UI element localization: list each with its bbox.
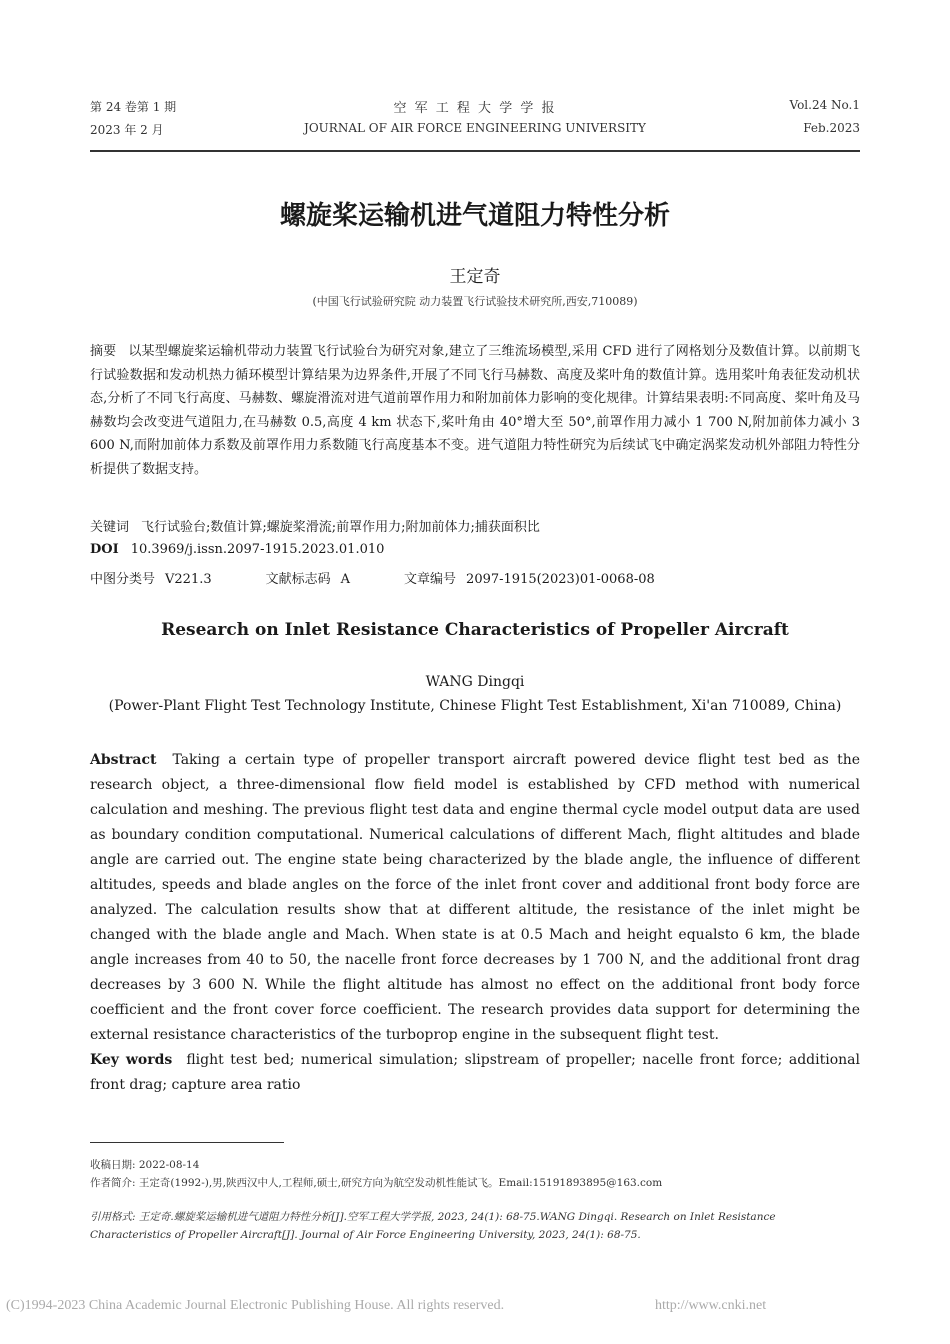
footnote-received: 收稿日期: 2022-08-14 — [90, 1159, 200, 1171]
paper-page — [90, 0, 860, 1241]
abstract-cn-text: 以某型螺旋桨运输机带动力装置飞行试验台为研究对象,建立了三维流场模型,采用 CFD 进行了网格划分及数值计算。以前期飞行试验数据和发动机热力循环模型计算结果为边界条件,开展了不同飞行马赫数、高度及桨叶角的数值计算。选用桨叶角表征发动机状态,分析了不同飞行高度、马赫数、螺旋滑流对进气道前罩作用力和附加前体力影响的变化规律。计算结果表明:不同高度、桨叶角及马赫数均会改变进气道阻力,在马赫数 0.5,高度 4 km 状态下,桨叶角由 40°增大至 50°,前罩作用力减小 1 700 N,附加前体力减小 3 600 N,而附加前体力系数及前罩作用力系数随飞行高度基本不变。进气道阻力特性研究为后续试飞中确定涡桨发动机外部阻力特性分析提供了数据支持。 — [90, 344, 860, 477]
footer-url-link[interactable]: http://www.cnki.net — [655, 1298, 767, 1313]
clc-label: 中图分类号 — [90, 572, 156, 587]
date-en: Feb.2023 — [803, 121, 860, 135]
clc-value: V221.3 — [165, 572, 212, 587]
keywords-en-label: Key words — [90, 1052, 173, 1068]
keywords-cn-label: 关键词 — [90, 520, 130, 535]
footer-copyright: (C)1994-2023 China Academic Journal Electronic Publishing House. All rights reserved. — [6, 1298, 505, 1313]
journal-name-en: JOURNAL OF AIR FORCE ENGINEERING UNIVERSITY — [304, 121, 646, 135]
keywords-cn — [90, 516, 860, 535]
paper-title-en: Research on Inlet Resistance Characteristics of Propeller Aircraft — [161, 620, 789, 640]
journal-name-cn: 空 军 工 程 大 学 学 报 — [393, 101, 557, 116]
paper-title-cn: 螺旋桨运输机进气道阻力特性分析 — [279, 201, 670, 231]
issue-cn: 第 24 卷第 1 期 — [90, 100, 177, 114]
date-cn: 2023 年 2 月 — [90, 123, 164, 137]
article-no-value: 2097-1915(2023)01-0068-08 — [466, 572, 655, 587]
keywords-en-text: flight test bed; numerical simulation; slipstream of propeller; nacelle front force; additional front drag; capture area ratio — [90, 1052, 860, 1093]
footnote-author-bio: 作者简介: 王定奇(1992-),男,陕西汉中人,工程师,硕士,研究方向为航空发动机性能试飞。Email:15191893895@163.com — [90, 1177, 663, 1189]
issue-en: Vol.24 No.1 — [789, 98, 860, 112]
article-no-label: 文章编号 — [404, 572, 457, 587]
author-cn: 王定奇 — [449, 267, 501, 287]
abstract-cn-label: 摘要 — [90, 344, 117, 359]
abstract-en — [90, 748, 860, 1048]
doc-code-value: A — [340, 572, 351, 587]
running-header — [90, 0, 860, 150]
abstract-en-text: Taking a certain type of propeller transport aircraft powered device flight test bed as the research object, a three-dimensional flow field model is established by CFD method with numerical calculation and meshing. The previous flight test data and engine thermal cycle model output data are used as boundary condition computational. Numerical calculations of different Mach, flight altitudes and blade angle are carried out. The engine state being characterized by the blade angle, the influence of different altitudes, speeds and blade angles on the force of the inlet front cover and additional front body force are analyzed. The calculation results show that at different altitude, the resistance of the inlet might be changed with the blade angle and Mach. When state is at 0.5 Mach and height equalsto 6 km, the blade angle increases from 40 to 50, the nacelle front force decreases by 1 700 N, and the additional front drag decreases by 3 600 N. While the flight altitude has almost no effect on the additional front body force coefficient and the front cover force coefficient. The research provides data support for determining the external resistance characteristics of the turboprop engine in the subsequent flight test. — [90, 752, 860, 1043]
doi-line — [90, 542, 860, 557]
affiliation-cn: (中国飞行试验研究院 动力装置飞行试验技术研究所,西安,710089) — [312, 295, 638, 308]
affiliation-en: (Power-Plant Flight Test Technology Institute, Chinese Flight Test Establishment, Xi'an 710089, China) — [108, 698, 842, 714]
footnote-citation: 引用格式: 王定奇.螺旋桨运输机进气道阻力特性分析[J].空军工程大学学报, 2023, 24(1): 68-75.WANG Dingqi. Research on Inlet Resistance Characteristics of Propeller Aircraft[J]. Journal of Air Force Engineering University, 2023, 24(1): 68-75. — [90, 1211, 776, 1241]
abstract-en-label: Abstract — [90, 752, 157, 768]
keywords-en — [90, 1048, 860, 1098]
author-en: WANG Dingqi — [425, 674, 525, 690]
doi-label: DOI — [90, 542, 119, 557]
doi-link[interactable]: 10.3969/j.issn.2097-1915.2023.01.010 — [130, 542, 385, 557]
footnote-rule — [90, 1142, 284, 1143]
abstract-cn — [90, 340, 860, 481]
doc-code-label: 文献标志码 — [265, 572, 331, 587]
keywords-cn-text: 飞行试验台;数值计算;螺旋桨滑流;前罩作用力;附加前体力;捕获面积比 — [141, 520, 540, 535]
header-rule — [90, 150, 860, 152]
classification-line — [90, 568, 860, 587]
